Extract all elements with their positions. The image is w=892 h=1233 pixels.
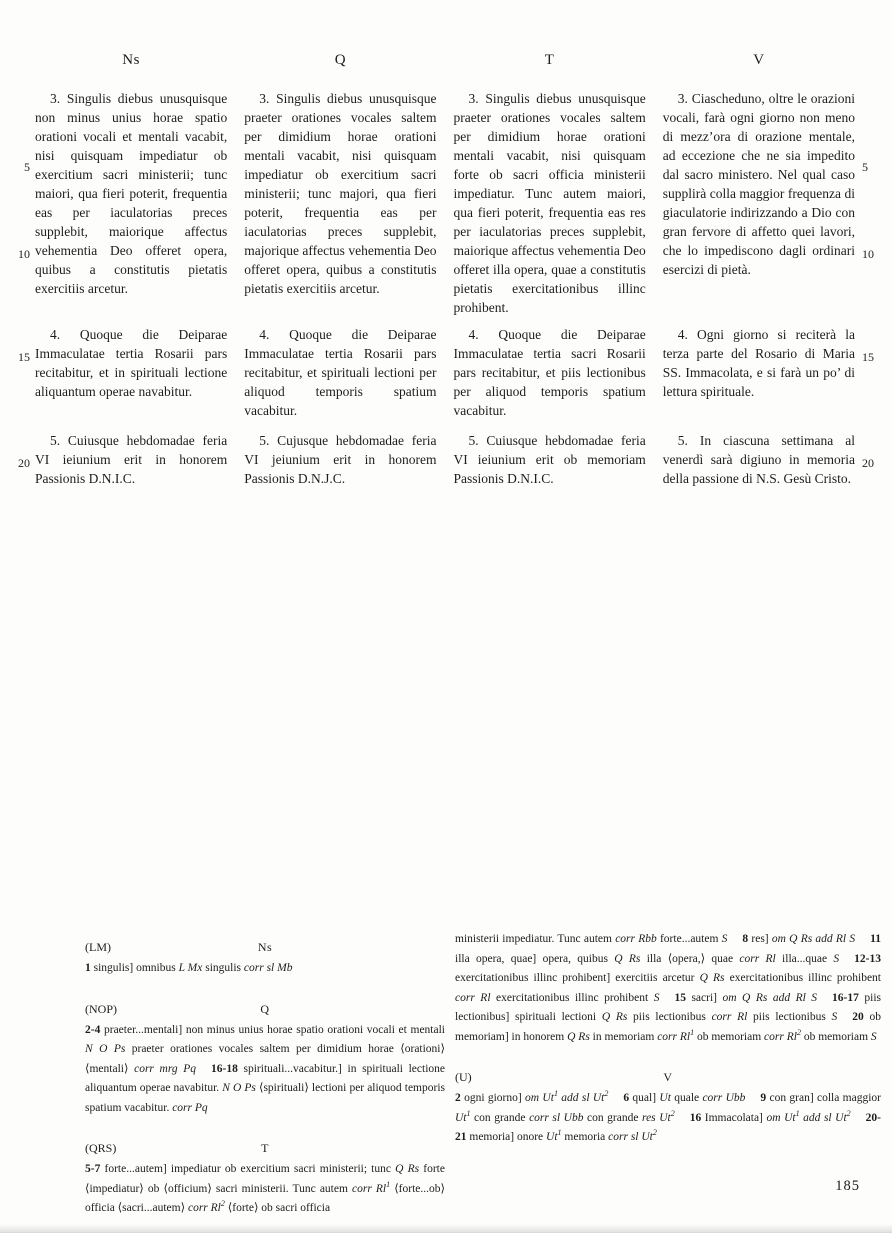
apparatus-section-lm xyxy=(85,938,445,979)
paragraph-v-3: 3. Ciascheduno, oltre le orazioni vocali, farà ogni giorno non meno di mezz’ora di orazione mentale, ad eccezione che ne sia impedito dal sacro ministero. Nel qual caso supplirà colla maggior frequenza di giaculatorie indirizzando a Dio con gran fervore di affetto quei lavori, che lo impediscono dagli ordinari esercizi di pietà. xyxy=(662,91,855,277)
apparatus-section-u-header xyxy=(455,1068,881,1088)
apparatus-witness-lm: (LM) xyxy=(85,940,111,954)
line-number-left-5: 5 xyxy=(24,160,30,174)
paragraph-t-3: 3. Singulis diebus unusquisque praeter orationes vocales saltem per dimidium horae orationi mentali vacabit, nisi quisquam forte ob sacri officia ministerii impediatur. Tunc autem maiori, qua fieri poterit, frequentia eas res per iaculatorias preces supplebit, maiorique affectus vehementia Deo offeret illa opera, quae a constitutis pietatis exercitationibus illinc prohibent. xyxy=(453,91,646,315)
apparatus-letter-t: T xyxy=(261,1141,269,1155)
line-number-left-10: 10 xyxy=(18,247,30,261)
apparatus-right-column xyxy=(455,930,881,1169)
line-number-left-15: 15 xyxy=(18,350,30,364)
parallel-text-grid xyxy=(35,52,855,488)
paragraph-ns-3: 3. Singulis diebus unusquisque non minus unius horae spatio orationi vocali et mentali vacabit, nisi quisquam impediatur ob exercitium sacri ministerii; tunc maiori, qua fieri poterit, frequentia eas per iaculatorias preces supplebit, maiorique affectus vehementia Deo offeret opera, quibus a constitutis pietatis exercitiis arcetur. xyxy=(35,91,228,296)
column-siglum-t: T xyxy=(544,52,555,68)
line-number-left-20: 20 xyxy=(18,456,30,470)
apparatus-section-qrs xyxy=(85,1139,445,1219)
apparatus-letter-q: Q xyxy=(260,1001,270,1016)
page-number: 185 xyxy=(835,1178,860,1194)
apparatus-letter-v: V xyxy=(663,1070,673,1084)
column-siglum-v: V xyxy=(753,52,765,68)
paragraph-t-4: 4. Quoque die Deiparae Immaculatae tertia sacri Rosarii pars recitabitur, et piis lectionibus per aliquod temporis spatium vacabitur. xyxy=(453,327,646,418)
column-siglum-ns: Ns xyxy=(122,52,140,68)
apparatus-section-lm-header xyxy=(85,938,445,958)
paragraph-v-5: 5. In ciascuna settimana al venerdì sarà digiuno in memoria della passione di N.S. Gesù Cristo. xyxy=(662,433,855,486)
apparatus-body-lm: 1 singulis] omnibus L Mx singulis corr sl Mb xyxy=(85,962,293,974)
apparatus-witness-u: (U) xyxy=(455,1070,472,1084)
line-number-right-20: 20 xyxy=(862,456,874,470)
line-number-right-5: 5 xyxy=(862,160,868,174)
apparatus-body-u: 2 ogni giorno] om Ut$^1$ add sl Ut$^2$ 6 qual] Ut quale corr Ubb 9 con gran] colla maggior Ut$^1$ con grande corr sl Ubb con grande res Ut$^2$ 16 Immacolata] om Ut$^1$ add sl Ut$^2$ 20-21 memoria] onore Ut$^1$ memoria corr sl Ut$^2$ xyxy=(455,1089,882,1143)
line-number-right-10: 10 xyxy=(862,247,874,261)
paragraph-v-4: 4. Ogni giorno si reciterà la terza parte del Rosario di Maria SS. Immacolata, e si farà un po’ di lettura spirituale. xyxy=(662,327,855,399)
paragraph-ns-4: 4. Quoque die Deiparae Immaculatae tertia Rosarii pars recitabitur, et in spirituali lectione aliquantum operae navabitur. xyxy=(35,327,228,399)
apparatus-body-qrs-continued: ministerii impediatur. Tunc autem corr Rbb forte...autem S 8 res] om Q Rs add Rl S 11 illa opera, quae] opera, quibus Q Rs illa ⟨opera,⟩ quae corr Rl illa...quae S 12-13 exercitationibus illinc prohibent] exercitiis arcetur Q Rs exercitationibus illinc prohibent corr Rl exercitationibus illinc prohibent S 15 sacri] om Q Rs add Rl S 16-17 piis lectionibus] spirituali lectioni Q Rs piis lectionibus corr Rl piis lectionibus S 20 ob memoriam] in honorem Q Rs in memoriam corr Rl$^1$ ob memoriam corr Rl$^2$ ob memoriam S xyxy=(455,933,881,1043)
apparatus-body-nop: 2-4 praeter...mentali] non minus unius horae spatio orationi vocali et mentali N O Ps praeter orationes vocales saltem per dimidium horae ⟨orationi⟩ ⟨mentali⟩ corr mrg Pq 16-18 spirituali...vacabitur.] in spirituali lectione aliquantum operae navabitur. N O Ps ⟨spirituali⟩ lectioni per aliquod temporis spatium vacabitur. corr Pq xyxy=(85,1023,445,1114)
line-number-right-15: 15 xyxy=(862,350,874,364)
apparatus-body-qrs: 5-7 forte...autem] impediatur ob exercitium sacri ministerii; tunc Q Rs forte ⟨impediatur⟩ ob ⟨officium⟩ sacri ministerii. Tunc autem corr Rl$^1$ ⟨forte...ob⟩ officia ⟨sacri...autem⟩ corr Rl$^2$ ⟨forte⟩ ob sacri officia xyxy=(85,1163,445,1214)
apparatus-section-qrs-header xyxy=(85,1139,445,1159)
text-column-t xyxy=(454,52,646,488)
apparatus-witness-qrs: (QRS) xyxy=(85,1141,117,1155)
paragraph-q-5: 5. Cujusque hebdomadae feria VI jeiunium erit in honorem Passionis D.N.J.C. xyxy=(244,433,437,486)
apparatus-section-nop xyxy=(85,1000,445,1119)
paragraph-ns-5: 5. Cuiusque hebdomadae feria VI ieiunium erit in honorem Passionis D.N.I.C. xyxy=(35,433,228,486)
paragraph-q-4: 4. Quoque die Deiparae Immaculatae tertia Rosarii pars recitabitur, et spirituali lectioni per aliquod temporis spatium vacabitur. xyxy=(244,327,437,418)
text-column-q xyxy=(244,52,436,488)
text-column-ns xyxy=(35,52,227,488)
scan-edge-shadow xyxy=(0,1224,892,1233)
apparatus-witness-nop: (NOP) xyxy=(85,1001,117,1016)
paragraph-t-5: 5. Cuiusque hebdomadae feria VI ieiunium erit ob memoriam Passionis D.N.I.C. xyxy=(453,433,646,486)
apparatus-letter-ns: Ns xyxy=(257,940,273,954)
text-column-v xyxy=(663,52,855,488)
apparatus-section-u xyxy=(455,1068,881,1148)
paragraph-q-3: 3. Singulis diebus unusquisque praeter orationes vocales saltem per dimidium horae orationi mentali vacabit, nisi quisquam impediatur ob exercitium sacri ministerii; tunc majori, qua fieri poterit, frequentia eas per iaculatorias preces supplebit, majorique affectus vehementia Deo offeret opera, quibus a constitutis pietatis exercitiis arcetur. xyxy=(244,91,437,296)
apparatus-left-column xyxy=(85,938,445,1233)
column-siglum-q: Q xyxy=(334,52,347,68)
apparatus-section-nop-header xyxy=(85,1000,445,1020)
apparatus-section-qrs-continued xyxy=(455,930,881,1047)
